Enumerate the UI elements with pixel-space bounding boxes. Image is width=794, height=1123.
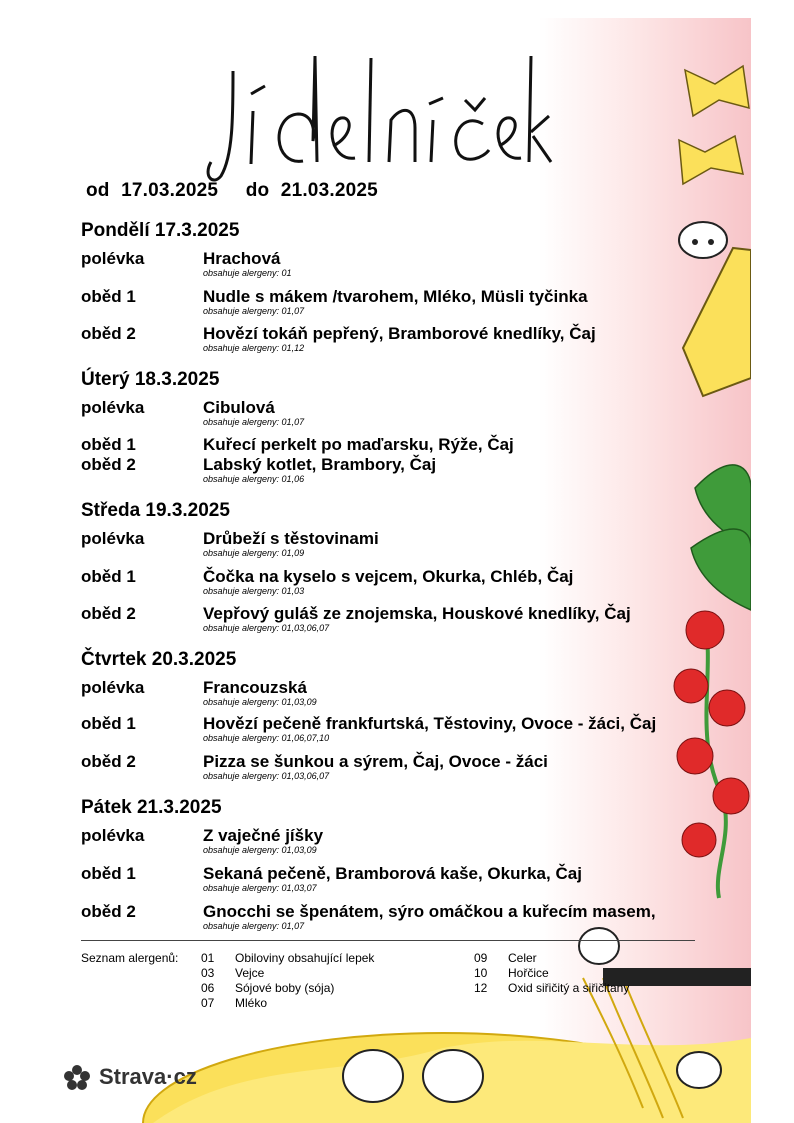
meal-label: oběd 1 bbox=[81, 567, 136, 586]
allergen-name: Mléko bbox=[235, 996, 268, 1010]
day-heading: Úterý 18.3.2025 bbox=[81, 369, 220, 390]
allergen-name: Hořčice bbox=[508, 966, 549, 980]
meal-dish: Drůbeží s těstovinami bbox=[203, 529, 379, 548]
meal-allergens: obsahuje alergeny: 01,03 bbox=[203, 586, 305, 596]
meal-dish: Kuřecí perkelt po maďarsku, Rýže, Čaj bbox=[203, 435, 514, 454]
menu-page bbox=[43, 18, 751, 1123]
meal-allergens: obsahuje alergeny: 01,12 bbox=[203, 343, 305, 353]
meal-label: oběd 2 bbox=[81, 455, 136, 474]
allergen-code: 03 bbox=[201, 966, 215, 980]
meal-allergens: obsahuje alergeny: 01,06 bbox=[203, 474, 305, 484]
allergen-code: 06 bbox=[201, 981, 215, 995]
meal-allergens: obsahuje alergeny: 01,03,06,07 bbox=[203, 771, 330, 781]
allergen-name: Vejce bbox=[235, 966, 265, 980]
allergen-name: Oxid siřičitý a siřičitany bbox=[508, 981, 630, 995]
allergen-code: 01 bbox=[201, 951, 215, 965]
meal-dish: Francouzská bbox=[203, 678, 307, 697]
allergen-code: 12 bbox=[474, 981, 488, 995]
meal-dish: Pizza se šunkou a sýrem, Čaj, Ovoce - žáci bbox=[203, 752, 548, 771]
date-from: 17.03.2025 bbox=[121, 180, 219, 201]
meal-dish: Sekaná pečeně, Bramborová kaše, Okurka, Čaj bbox=[203, 864, 582, 883]
meal-label: oběd 2 bbox=[81, 324, 136, 343]
meal-dish: Labský kotlet, Brambory, Čaj bbox=[203, 455, 437, 474]
meal-dish: Gnocchi se špenátem, sýro omáčkou a kuřecím masem, bbox=[203, 902, 656, 921]
day-heading: Čtvrtek 20.3.2025 bbox=[81, 649, 237, 670]
meal-dish: Z vaječné jíšky bbox=[203, 826, 324, 845]
allergen-code: 09 bbox=[474, 951, 488, 965]
meal-dish: Hovězí tokáň pepřený, Bramborové knedlíky, Čaj bbox=[203, 324, 596, 343]
meal-label: polévka bbox=[81, 678, 145, 697]
cherry-tomatoes-icon bbox=[674, 611, 749, 898]
meal-label: oběd 1 bbox=[81, 714, 136, 733]
date-to-label: do bbox=[245, 180, 270, 201]
allergen-legend-title: Seznam alergenů: bbox=[81, 951, 179, 965]
meal-label: polévka bbox=[81, 398, 145, 417]
meal-allergens: obsahuje alergeny: 01,06,07,10 bbox=[203, 733, 330, 743]
day-heading: Středa 19.3.2025 bbox=[81, 500, 230, 521]
allergen-code: 10 bbox=[474, 966, 488, 980]
farfalle-pasta-icon bbox=[679, 66, 749, 184]
page-title-script bbox=[193, 36, 553, 186]
cow-with-cheese-icon bbox=[679, 222, 751, 396]
meal-allergens: obsahuje alergeny: 01,03,07 bbox=[203, 883, 317, 893]
logo-text: Strava·cz bbox=[99, 1064, 197, 1089]
meal-allergens: obsahuje alergeny: 01,07 bbox=[203, 921, 305, 931]
meal-label: polévka bbox=[81, 826, 145, 845]
day-heading: Pondělí 17.3.2025 bbox=[81, 220, 240, 241]
meal-label: oběd 1 bbox=[81, 864, 136, 883]
meal-label: polévka bbox=[81, 529, 145, 548]
meal-allergens: obsahuje alergeny: 01,03,09 bbox=[203, 845, 317, 855]
meal-allergens: obsahuje alergeny: 01,09 bbox=[203, 548, 305, 558]
allergen-name: Celer bbox=[508, 951, 537, 965]
allergen-code: 07 bbox=[201, 996, 215, 1010]
meal-allergens: obsahuje alergeny: 01,07 bbox=[203, 306, 305, 316]
meal-allergens: obsahuje alergeny: 01 bbox=[203, 268, 292, 278]
meal-label: polévka bbox=[81, 249, 145, 268]
meal-allergens: obsahuje alergeny: 01,03,09 bbox=[203, 697, 317, 707]
meal-label: oběd 2 bbox=[81, 902, 136, 921]
allergen-name: Obiloviny obsahující lepek bbox=[235, 951, 375, 965]
basil-leaves-icon bbox=[691, 465, 751, 610]
meal-dish: Čočka na kyselo s vejcem, Okurka, Chléb, Čaj bbox=[203, 567, 574, 586]
meal-allergens: obsahuje alergeny: 01,07 bbox=[203, 417, 305, 427]
meal-dish: Nudle s mákem /tvarohem, Mléko, Müsli tyčinka bbox=[203, 287, 588, 306]
meal-dish: Hrachová bbox=[203, 249, 281, 268]
date-to: 21.03.2025 bbox=[280, 180, 378, 201]
meal-dish: Hovězí pečeně frankfurtská, Těstoviny, Ovoce - žáci, Čaj bbox=[203, 714, 657, 733]
meal-label: oběd 1 bbox=[81, 287, 136, 306]
divider bbox=[81, 940, 695, 941]
meal-label: oběd 2 bbox=[81, 604, 136, 623]
day-heading: Pátek 21.3.2025 bbox=[81, 797, 222, 818]
allergen-name: Sójové boby (sója) bbox=[235, 981, 335, 995]
meal-label: oběd 2 bbox=[81, 752, 136, 771]
date-from-label: od bbox=[86, 180, 110, 201]
date-range bbox=[86, 180, 378, 202]
meal-dish: Vepřový guláš ze znojemska, Houskové knedlíky, Čaj bbox=[203, 604, 631, 623]
meal-label: oběd 1 bbox=[81, 435, 136, 454]
flower-logo-icon bbox=[63, 1064, 91, 1092]
meal-allergens: obsahuje alergeny: 01,03,06,07 bbox=[203, 623, 330, 633]
meal-dish: Cibulová bbox=[203, 398, 275, 417]
